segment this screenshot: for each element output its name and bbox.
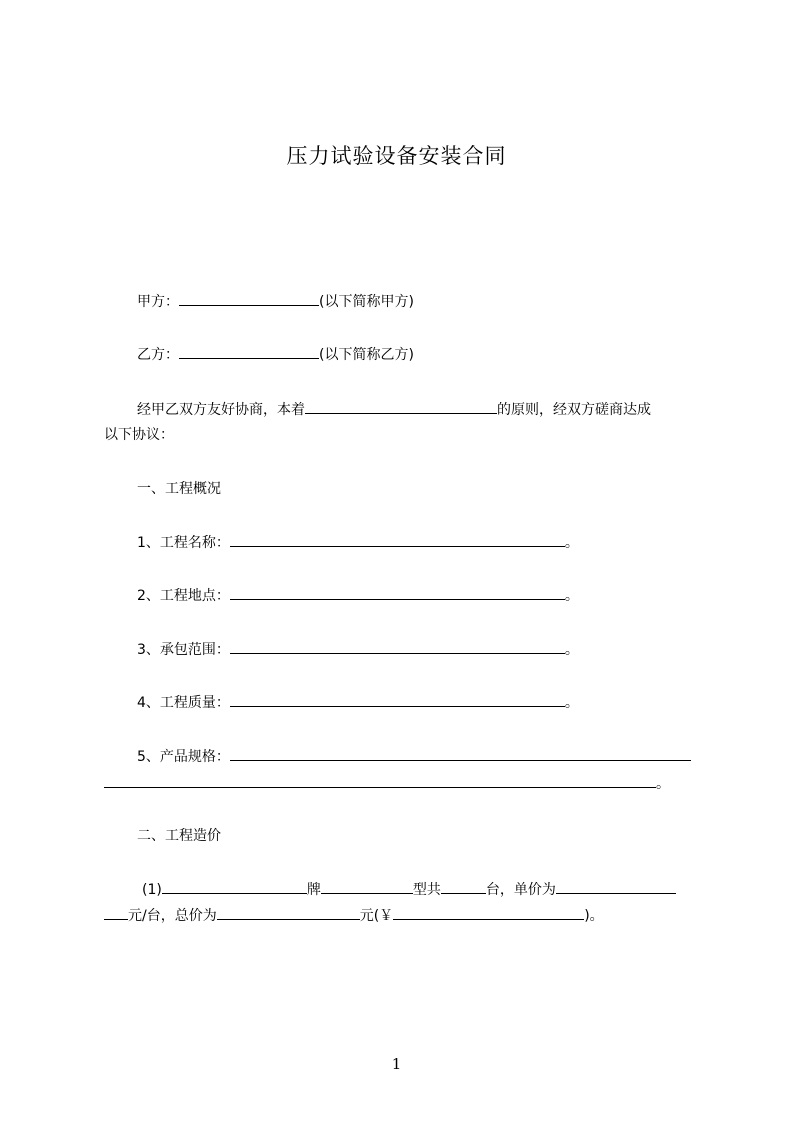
unit-price-blank-cont[interactable] xyxy=(104,905,128,920)
product-spec-line-2 xyxy=(104,773,670,794)
project-quality-blank[interactable] xyxy=(230,692,565,707)
party-a-suffix: (以下简称甲方) xyxy=(319,294,414,310)
section2-heading: 二、工程造价 xyxy=(137,828,221,844)
intro-line-2: 以下协议： xyxy=(104,427,174,443)
party-a-blank[interactable] xyxy=(179,291,319,306)
product-spec-label: 5、产品规格： xyxy=(137,749,230,765)
project-location-line xyxy=(137,585,579,606)
section1-heading: 一、工程概况 xyxy=(137,481,221,497)
product-spec-blank-1[interactable] xyxy=(230,746,691,761)
price-line-2 xyxy=(104,905,604,926)
project-location-label: 2、工程地点： xyxy=(137,588,230,604)
document-title: 压力试验设备安装合同 xyxy=(286,144,507,168)
total-price-label: 元/台，总价为 xyxy=(128,908,217,924)
project-name-line xyxy=(137,532,579,553)
model-label: 型共 xyxy=(412,882,441,898)
close-paren: )。 xyxy=(584,908,604,924)
project-location-end: 。 xyxy=(564,588,579,604)
brand-blank[interactable] xyxy=(162,879,307,894)
project-name-end: 。 xyxy=(564,535,579,551)
party-a-label: 甲方： xyxy=(137,294,179,310)
quantity-blank[interactable] xyxy=(441,879,486,894)
product-spec-blank-2[interactable] xyxy=(104,773,656,788)
model-blank[interactable] xyxy=(321,879,413,894)
project-quality-line xyxy=(137,692,579,713)
contract-scope-line xyxy=(137,639,579,660)
party-b-blank[interactable] xyxy=(179,344,319,359)
brand-label: 牌 xyxy=(306,882,321,898)
intro-line-1 xyxy=(137,399,651,420)
intro-middle: 的原则，经双方磋商达成 xyxy=(497,402,651,418)
contract-scope-blank[interactable] xyxy=(230,639,565,654)
product-spec-end: 。 xyxy=(656,776,670,792)
project-location-blank[interactable] xyxy=(230,585,565,600)
principle-blank[interactable] xyxy=(305,399,497,414)
project-quality-label: 4、工程质量： xyxy=(137,695,230,711)
project-quality-end: 。 xyxy=(564,695,579,711)
price-line-1 xyxy=(142,879,676,900)
party-b-label: 乙方： xyxy=(137,347,179,363)
unit-price-blank[interactable] xyxy=(556,879,676,894)
yuan-label: 元(￥ xyxy=(359,908,394,924)
party-b-line xyxy=(137,344,414,365)
project-name-blank[interactable] xyxy=(230,532,565,547)
party-a-line xyxy=(137,291,414,312)
intro-prefix: 经甲乙双方友好协商，本着 xyxy=(137,402,305,418)
item-number: (1) xyxy=(142,882,162,898)
product-spec-line xyxy=(137,746,691,767)
total-price-blank[interactable] xyxy=(217,905,360,920)
yuan-amount-blank[interactable] xyxy=(393,905,584,920)
page-number: 1 xyxy=(391,1055,402,1073)
party-b-suffix: (以下简称乙方) xyxy=(319,347,414,363)
contract-scope-end: 。 xyxy=(564,642,579,658)
contract-scope-label: 3、承包范围： xyxy=(137,642,230,658)
project-name-label: 1、工程名称： xyxy=(137,535,230,551)
unit-price-label: 台，单价为 xyxy=(485,882,556,898)
